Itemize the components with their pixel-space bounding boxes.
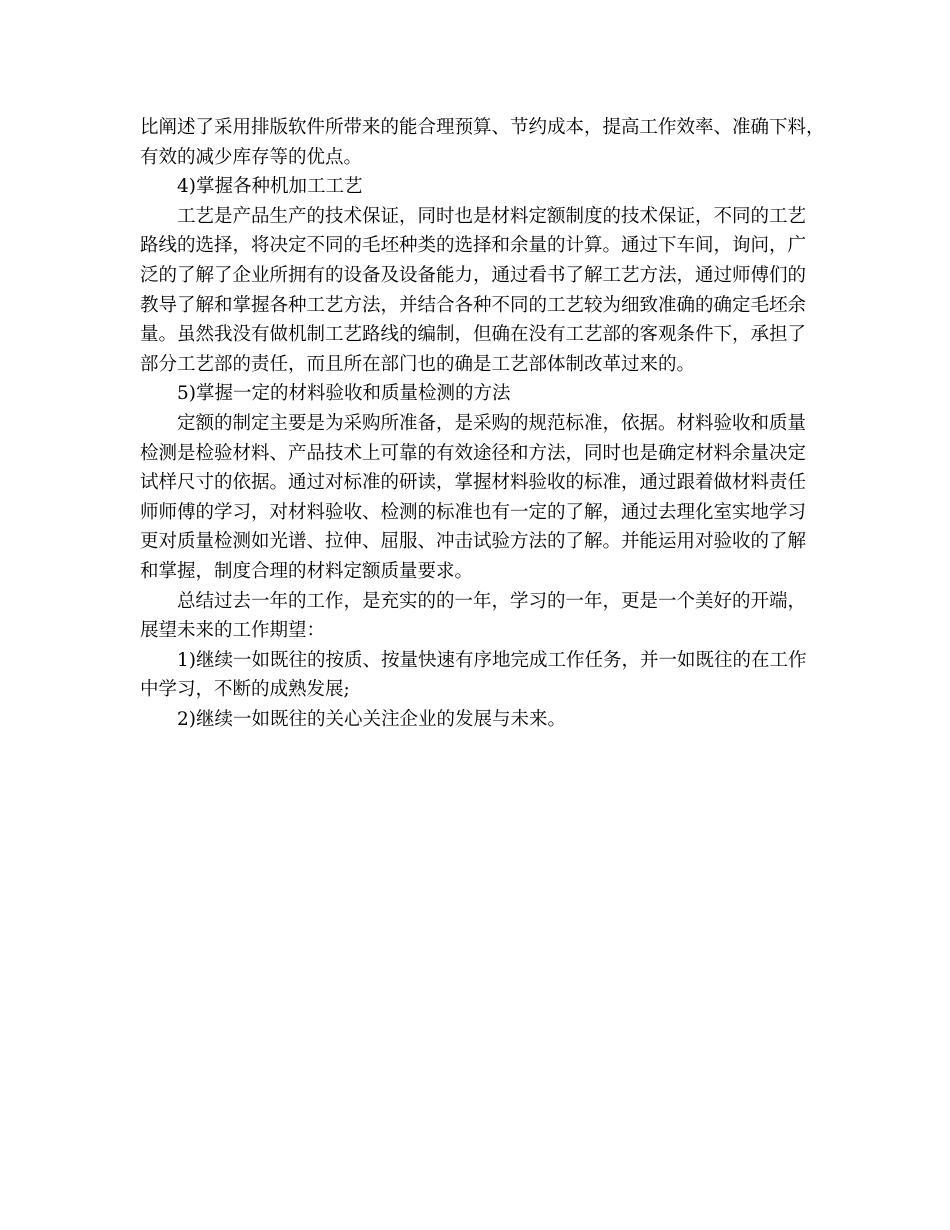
- text-line: 比阐述了采用排版软件所带来的能合理预算、节约成本，提高工作效率、准确下料，: [140, 117, 825, 138]
- text-line: 和掌握，制度合理的材料定额质量要求。: [140, 560, 474, 582]
- text-line: 中学习，不断的成熟发展;: [140, 679, 350, 701]
- text-line: 教导了解和掌握各种工艺方法，并结合各种不同的工艺较为细致准确的确定毛坯余: [140, 294, 807, 316]
- paragraph-layout-software-conclusion: [140, 113, 830, 172]
- heading-material-inspection: [140, 379, 830, 409]
- text-line: 展望未来的工作期望：: [140, 620, 326, 642]
- heading-machining-process: [140, 172, 830, 202]
- text-line: 定额的制定主要是为采购所准备，是采购的规范标准，依据。材料验收和质量: [177, 412, 807, 434]
- document-page: [140, 113, 830, 734]
- paragraph-machining-process: [140, 202, 830, 380]
- heading-text: 4)掌握各种机加工工艺: [177, 176, 363, 198]
- list-item-expectation-2: [140, 705, 830, 735]
- text-line: 试样尺寸的依据。通过对标准的研读，掌握材料验收的标准，通过跟着做材料责任: [140, 472, 807, 494]
- text-line: 泛的了解了企业所拥有的设备及设备能力，通过看书了解工艺方法，通过师傅们的: [140, 264, 807, 286]
- text-line: 有效的减少库存等的优点。: [140, 146, 363, 168]
- text-line: 部分工艺部的责任，而且所在部门也的确是工艺部体制改革过来的。: [140, 353, 696, 375]
- text-line: 量。虽然我没有做机制工艺路线的编制，但确在没有工艺部的客观条件下，承担了: [140, 324, 807, 346]
- text-line: 更对质量检测如光谱、拉伸、屈服、冲击试验方法的了解。并能运用对验收的了解: [140, 531, 807, 553]
- list-item-expectation-1: [140, 646, 830, 705]
- text-line: 师师傅的学习，对材料验收、检测的标准也有一定的了解，通过去理化室实地学习: [140, 501, 807, 523]
- paragraph-material-inspection: [140, 409, 830, 587]
- text-line: 2)继续一如既往的关心关注企业的发展与未来。: [177, 708, 566, 730]
- paragraph-year-summary: [140, 587, 830, 646]
- text-line: 工艺是产品生产的技术保证，同时也是材料定额制度的技术保证，不同的工艺: [177, 205, 807, 227]
- heading-text: 5)掌握一定的材料验收和质量检测的方法: [177, 383, 511, 405]
- text-line: 1)继续一如既往的按质、按量快速有序地完成工作任务，并一如既往的在工作: [177, 649, 807, 671]
- text-line: 总结过去一年的工作，是充实的的一年，学习的一年，更是一个美好的开端，: [177, 590, 807, 612]
- text-line: 检测是检验材料、产品技术上可靠的有效途径和方法，同时也是确定材料余量决定: [140, 442, 807, 464]
- text-line: 路线的选择，将决定不同的毛坯种类的选择和余量的计算。通过下车间，询问，广: [140, 235, 807, 257]
